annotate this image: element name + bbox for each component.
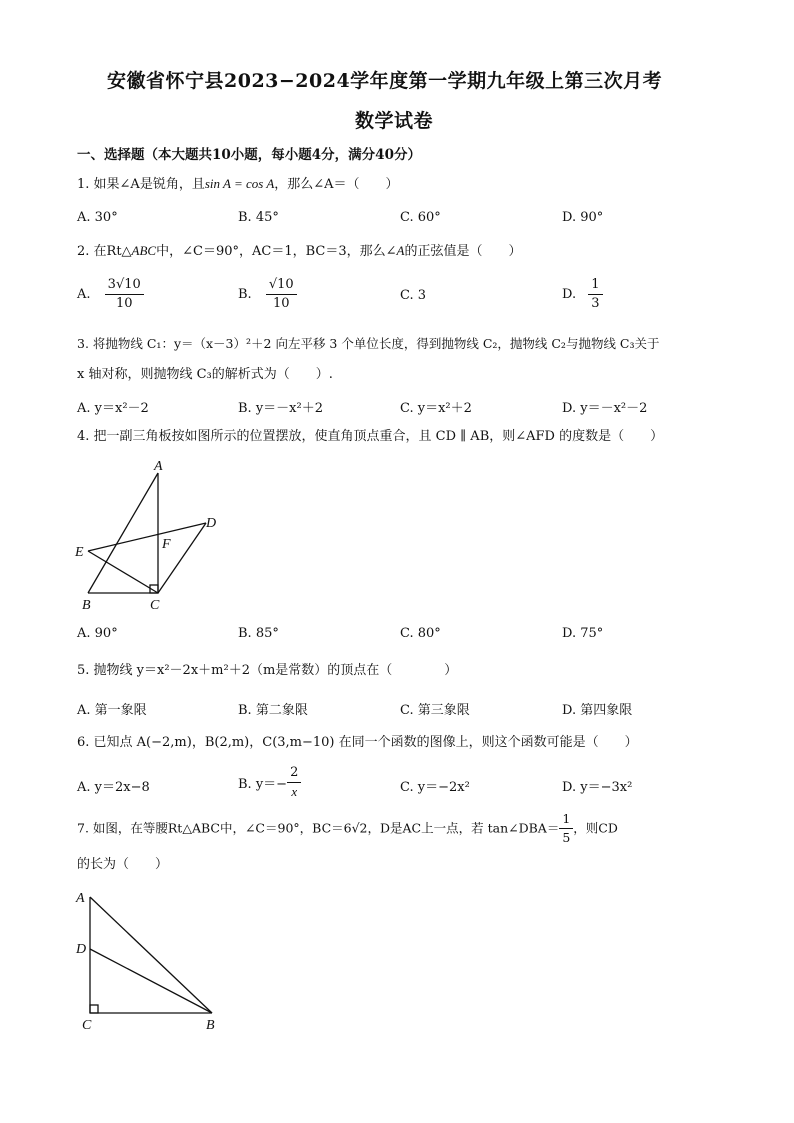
q1-prefix: 1. 如果∠A是锐角，且 — [77, 177, 205, 192]
right-angle-marker — [90, 1005, 98, 1013]
q6-option-b-denominator: x — [291, 784, 298, 799]
q3-option-b: B. y＝－x²＋2 — [238, 401, 323, 416]
section-heading: 一、选择题（本大题共10小题，每小题4分，满分40分） — [77, 147, 421, 163]
segment-ED — [88, 523, 206, 551]
label-A: A — [154, 459, 163, 474]
q2-option-b — [238, 276, 297, 313]
q3-option-a: A. y＝x²－2 — [77, 401, 149, 416]
q6-option-b — [238, 764, 301, 801]
page-title: 安徽省怀宁县2023−2024学年度第一学期九年级上第三次月考 — [107, 70, 663, 92]
q1-option-a: A. 30° — [77, 210, 118, 225]
label-F: F — [162, 537, 171, 552]
q5-option-a: A. 第一象限 — [77, 703, 147, 718]
segment-AB — [90, 897, 212, 1013]
question-2 — [77, 242, 521, 261]
q2-option-d-denominator: 3 — [591, 296, 600, 311]
label-B: B — [82, 598, 91, 613]
q1-suffix: ，那么∠A＝（ ） — [274, 177, 399, 192]
q6-option-c: C. y＝−2x² — [400, 780, 470, 795]
question-4: 4. 把一副三角板按如图所示的位置摆放，使直角顶点重合，且 CD ∥ AB，则∠AFD 的度数是（ ） — [77, 429, 664, 444]
q4-option-c: C. 80° — [400, 626, 441, 641]
q3-option-d: D. y＝－x²－2 — [562, 401, 648, 416]
q7-fraction-denominator: 5 — [562, 830, 571, 845]
q1-expression: sin A = cos A — [204, 176, 275, 191]
q3-option-c: C. y＝x²＋2 — [400, 401, 472, 416]
segment-DC — [158, 523, 206, 593]
q2-option-d — [562, 276, 603, 313]
segment-DB — [90, 949, 212, 1013]
q2-option-d-label: D. — [562, 287, 577, 302]
question-1 — [77, 175, 399, 194]
q2-option-b-label: B. — [238, 287, 252, 302]
q2-prefix: 2. 在Rt△ — [77, 244, 132, 259]
label-D: D — [206, 516, 217, 531]
q7-prefix: 7. 如图，在等腰Rt△ABC中，∠C＝90°，BC＝6√2，D是AC上一点，若 tan∠DBA＝ — [77, 820, 560, 836]
q4-figure — [70, 455, 230, 615]
q2-option-b-denominator: 10 — [272, 296, 290, 311]
q2-option-c: C. 3 — [400, 288, 427, 303]
q4-option-a: A. 90° — [77, 626, 118, 641]
q7-suffix: ，则CD — [573, 820, 618, 836]
q2-option-a-numerator: 3√10 — [105, 276, 144, 295]
q2-middle: 中，∠C＝90°，AC＝1，BC＝3，那么∠ — [156, 244, 397, 259]
q5-option-d: D. 第四象限 — [562, 703, 633, 718]
page-subtitle: 数学试卷 — [355, 110, 434, 132]
q5-option-c: C. 第三象限 — [400, 703, 470, 718]
q6-option-a: A. y＝2x−8 — [77, 780, 150, 795]
label-D: D — [76, 942, 87, 957]
label-C: C — [82, 1018, 92, 1033]
segment-AB — [88, 473, 158, 593]
label-E: E — [75, 545, 84, 560]
label-B: B — [206, 1018, 215, 1033]
question-3-line-2: x 轴对称，则抛物线 C₃的解析式为（ ）. — [77, 367, 333, 382]
q6-option-b-numerator: 2 — [287, 764, 301, 783]
question-7 — [77, 810, 618, 847]
question-7-line-2: 的长为（ ） — [77, 857, 169, 872]
question-3-line-1: 3. 将抛物线 C₁：y＝（x－3）²＋2 向左平移 3 个单位长度，得到抛物线 C₂，抛物线 C₂与抛物线 C₃关于 — [77, 336, 660, 351]
q7-fraction-numerator: 1 — [559, 810, 573, 829]
q6-option-b-label: B. y＝− — [238, 777, 288, 792]
label-A: A — [76, 891, 85, 906]
q2-option-a-label: A. — [77, 287, 91, 302]
q7-figure — [70, 885, 230, 1035]
label-C: C — [150, 598, 160, 613]
q2-option-b-numerator: √10 — [266, 276, 297, 295]
q2-triangle: ABC — [131, 243, 157, 258]
q6-option-d: D. y＝−3x² — [562, 780, 633, 795]
q2-option-d-numerator: 1 — [588, 276, 602, 295]
q4-option-d: D. 75° — [562, 626, 604, 641]
q1-option-c: C. 60° — [400, 210, 441, 225]
q5-option-b: B. 第二象限 — [238, 703, 308, 718]
q2-suffix: 的正弦值是（ ） — [404, 244, 522, 259]
segment-EC — [88, 551, 158, 593]
q2-option-a-denominator: 10 — [115, 296, 133, 311]
q1-option-d: D. 90° — [562, 210, 604, 225]
q1-option-b: B. 45° — [238, 210, 279, 225]
q4-option-b: B. 85° — [238, 626, 279, 641]
question-5: 5. 抛物线 y＝x²－2x＋m²＋2（m是常数）的顶点在（ ） — [77, 663, 458, 678]
q2-angle: A — [396, 243, 405, 258]
q2-option-a — [77, 276, 144, 313]
question-6: 6. 已知点 A(−2,m)，B(2,m)，C(3,m−10) 在同一个函数的图像上，则这个函数可能是（ ） — [77, 735, 638, 750]
